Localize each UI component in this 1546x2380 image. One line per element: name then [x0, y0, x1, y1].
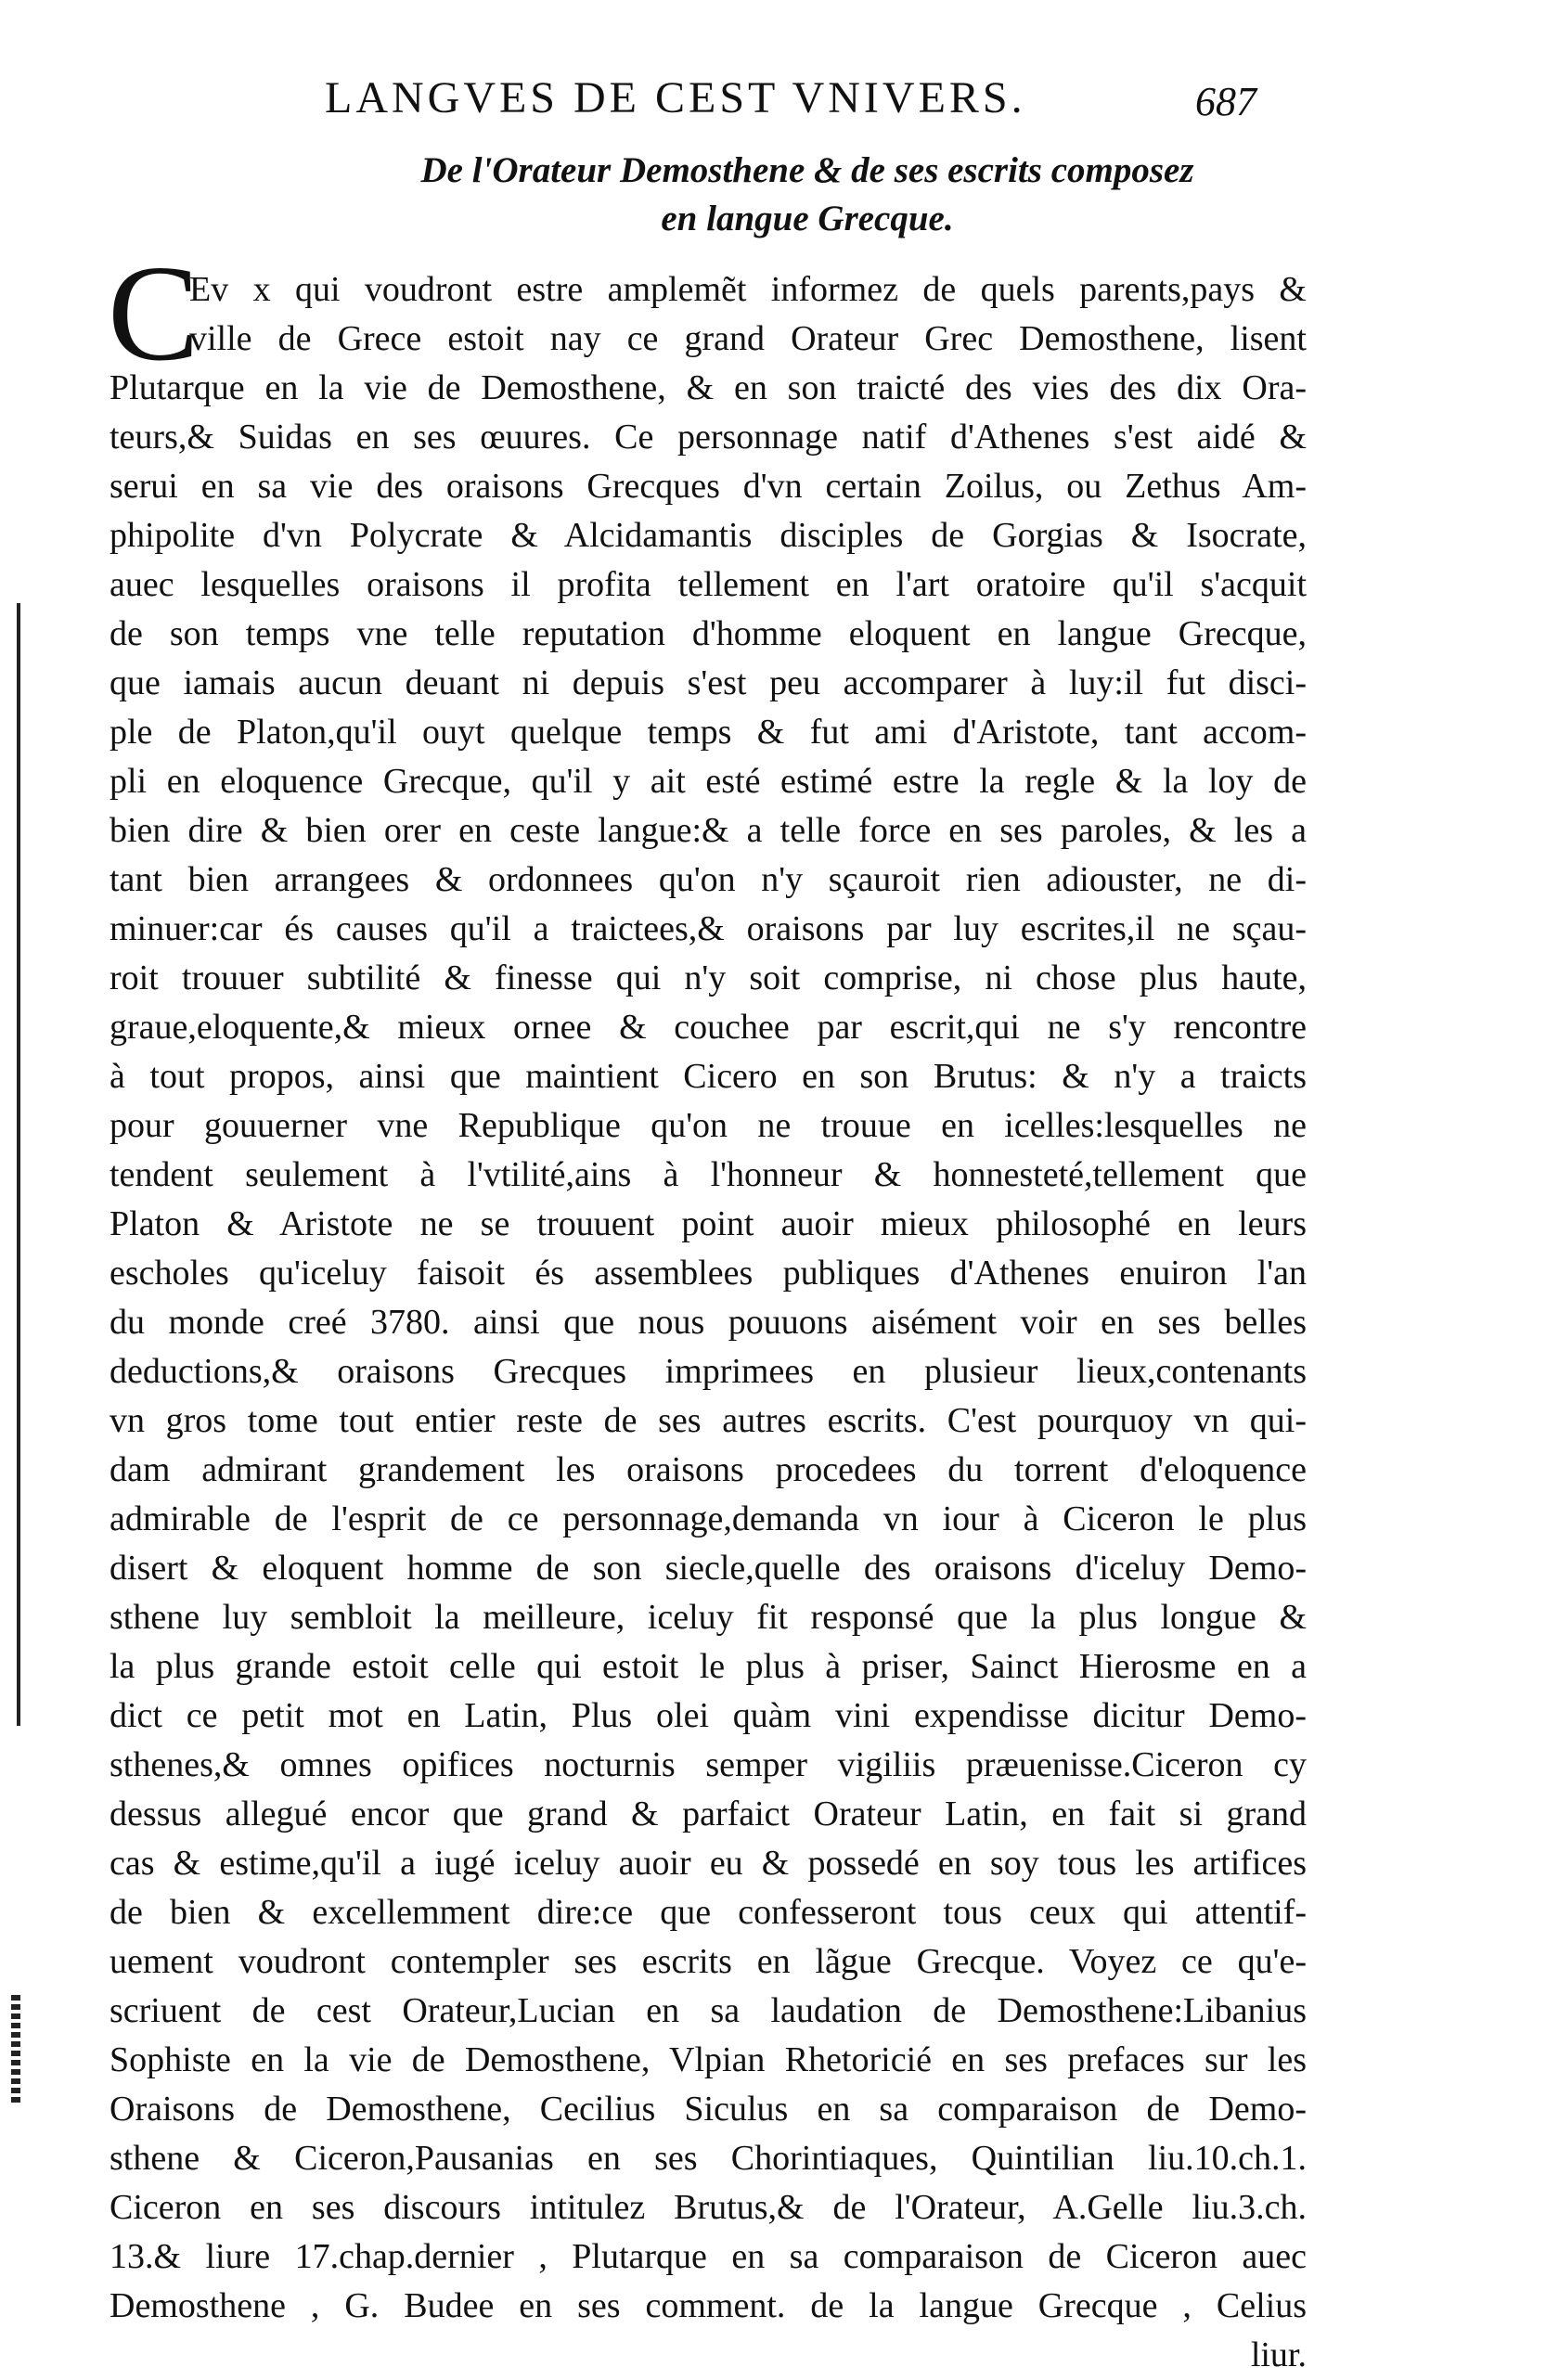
- text-line: tant bien arrangees & ordonnees qu'on n'y sçauroit rien adiouster, ne di-: [110, 860, 1307, 899]
- text-line: Demosthene , G. Budee en ses comment. de la langue Grecque , Celius: [110, 2286, 1307, 2325]
- text-line: sthene luy sembloit la meilleure, iceluy fit responsé que la plus longue &: [110, 1598, 1307, 1637]
- text-line: serui en sa vie des oraisons Grecques d'vn certain Zoilus, ou Zethus Am-: [110, 467, 1307, 506]
- text-line: de son temps vne telle reputation d'homme eloquent en langue Grecque,: [110, 614, 1307, 653]
- text-line: Platon & Aristote ne se trouuent point auoir mieux philosophé en leurs: [110, 1204, 1307, 1243]
- catchword: liur.: [1250, 2335, 1307, 2374]
- text-line: dict ce petit mot en Latin, Plus olei quàm vini expendisse dicitur Demo-: [110, 1696, 1307, 1735]
- drop-cap: C: [108, 238, 200, 390]
- section-heading-line-2: en langue Grecque.: [661, 199, 954, 238]
- text-line: ple de Platon,qu'il ouyt quelque temps & fut ami d'Aristote, tant accom-: [110, 713, 1307, 752]
- running-head: LANGVES DE CEST VNIVERS.: [325, 73, 1026, 122]
- text-line: Oraisons de Demosthene, Cecilius Siculus en sa comparaison de Demo-: [110, 2090, 1307, 2129]
- text-line: dam admirant grandement les oraisons procedees du torrent d'eloquence: [110, 1450, 1307, 1489]
- text-line: pour gouuerner vne Republique qu'on ne trouue en icelles:lesquelles ne: [110, 1106, 1307, 1145]
- text-line: minuer:car és causes qu'il a traictees,& oraisons par luy escrites,il ne sçau-: [110, 909, 1307, 948]
- text-line: dessus allegué encor que grand & parfaict Orateur Latin, en fait si grand: [110, 1795, 1307, 1833]
- text-line: Ciceron en ses discours intitulez Brutus,& de l'Orateur, A.Gelle liu.3.ch.: [110, 2188, 1307, 2227]
- text-line: ville de Grece estoit nay ce grand Orateur Grec Demosthene, lisent: [189, 319, 1307, 358]
- text-line: admirable de l'esprit de ce personnage,demanda vn iour à Ciceron le plus: [110, 1499, 1307, 1538]
- text-line: vn gros tome tout entier reste de ses autres escrits. C'est pourquoy vn qui-: [110, 1401, 1307, 1440]
- text-line: Ev x qui voudront estre amplemẽt informez de quels parents,pays &: [189, 270, 1307, 309]
- text-line: uement voudront contempler ses escrits en lãgue Grecque. Voyez ce qu'e-: [110, 1942, 1307, 1981]
- section-heading-line-1: De l'Orateur Demosthene & de ses escrits composez: [420, 150, 1194, 190]
- text-line: Plutarque en la vie de Demosthene, & en son traicté des vies des dix Ora-: [110, 368, 1307, 407]
- text-line: à tout propos, ainsi que maintient Cicero en son Brutus: & n'y a traicts: [110, 1057, 1307, 1096]
- text-line: graue,eloquente,& mieux ornee & couchee par escrit,qui ne s'y rencontre: [110, 1008, 1307, 1047]
- text-line: teurs,& Suidas en ses œuures. Ce personnage natif d'Athenes s'est aidé &: [110, 418, 1307, 457]
- text-line: auec lesquelles oraisons il profita tellement en l'art oratoire qu'il s'acquit: [110, 565, 1307, 604]
- text-line: tendent seulement à l'vtilité,ains à l'honneur & honnesteté,tellement que: [110, 1155, 1307, 1194]
- text-line: escholes qu'iceluy faisoit és assemblees publiques d'Athenes enuiron l'an: [110, 1254, 1307, 1293]
- text-line: scriuent de cest Orateur,Lucian en sa laudation de Demosthene:Libanius: [110, 1991, 1307, 2030]
- text-line: sthenes,& omnes opifices nocturnis semper vigiliis præuenisse.Ciceron cy: [110, 1745, 1307, 1784]
- binding-mark: [11, 1995, 20, 2106]
- text-line: que iamais aucun deuant ni depuis s'est peu accomparer à luy:il fut disci-: [110, 663, 1307, 702]
- text-line: bien dire & bien orer en ceste langue:& a telle force en ses paroles, & les a: [110, 811, 1307, 850]
- text-line: Sophiste en la vie de Demosthene, Vlpian Rhetoricié en ses prefaces sur les: [110, 2040, 1307, 2079]
- text-line: pli en eloquence Grecque, qu'il y ait esté estimé estre la regle & la loy de: [110, 762, 1307, 801]
- text-line: disert & eloquent homme de son siecle,quelle des oraisons d'iceluy Demo-: [110, 1549, 1307, 1588]
- text-line: phipolite d'vn Polycrate & Alcidamantis disciples de Gorgias & Isocrate,: [110, 516, 1307, 555]
- section-heading: [325, 147, 1290, 243]
- text-line: de bien & excellemment dire:ce que confesseront tous ceux qui attentif-: [110, 1893, 1307, 1932]
- body-text: [110, 265, 1307, 2380]
- text-line: deductions,& oraisons Grecques imprimees en plusieur lieux,contenants: [110, 1352, 1307, 1391]
- page-number: 687: [1195, 79, 1256, 124]
- page-edge-rule: [17, 603, 20, 1726]
- text-line: cas & estime,qu'il a iugé iceluy auoir eu & possedé en soy tous les artifices: [110, 1844, 1307, 1883]
- text-line: roit trouuer subtilité & finesse qui n'y soit comprise, ni chose plus haute,: [110, 958, 1307, 997]
- text-line: du monde creé 3780. ainsi que nous pouuons aisément voir en ses belles: [110, 1303, 1307, 1342]
- text-line: la plus grande estoit celle qui estoit le plus à priser, Sainct Hierosme en a: [110, 1647, 1307, 1686]
- text-line: sthene & Ciceron,Pausanias en ses Chorintiaques, Quintilian liu.10.ch.1.: [110, 2139, 1307, 2178]
- text-line: 13.& liure 17.chap.dernier , Plutarque en sa comparaison de Ciceron auec: [110, 2237, 1307, 2276]
